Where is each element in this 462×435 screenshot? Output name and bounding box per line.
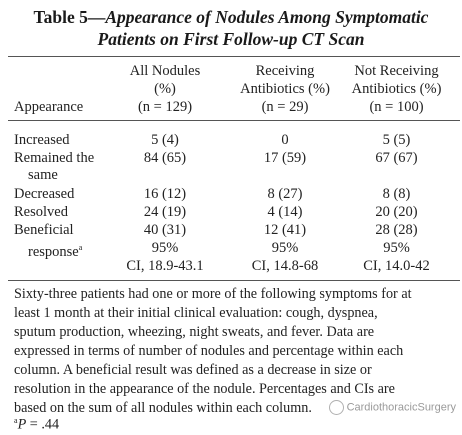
- p-label: P: [17, 416, 27, 433]
- footnote-marker-a: a: [78, 243, 83, 252]
- footnote-line-5: column. A beneficial result was defined as a decrease in size or: [14, 362, 372, 378]
- cell-resolved-all: 24 (19): [143, 204, 187, 220]
- footnote-line-7: based on the sum of all nodules within each column.: [14, 400, 312, 416]
- cell-beneficial-receiving-pct: 95%: [271, 240, 299, 256]
- row-label-remained-cont: same: [28, 167, 58, 183]
- col2-header-l1: Receiving: [255, 63, 315, 79]
- row-label-decreased: Decreased: [14, 186, 75, 202]
- footnote-line-4: expressed in terms of number of nodules and percentage within each: [14, 343, 404, 359]
- row-label-beneficial-response: response: [28, 243, 79, 260]
- row-label-resolved: Resolved: [14, 204, 68, 220]
- col3-header-l1: Not Receiving: [354, 63, 439, 79]
- row-label-remained: Remained the: [14, 150, 95, 166]
- col3-header-l2: Antibiotics (%): [351, 81, 442, 97]
- row-label-beneficial-cont: [28, 239, 82, 261]
- top-rule: [8, 56, 460, 57]
- wechat-icon: [329, 400, 344, 415]
- cell-increased-all: 5 (4): [151, 132, 179, 148]
- col1-header-l3: (n = 129): [137, 99, 193, 115]
- cell-resolved-receiving: 4 (14): [267, 204, 303, 220]
- footnote-line-6: resolution in the appearance of the nodule. Percentages and CIs are: [14, 381, 395, 397]
- title-line-1: Appearance of Nodules Among Symptomatic: [105, 7, 429, 27]
- cell-beneficial-all-pct: 95%: [151, 240, 179, 256]
- header-rule: [8, 120, 460, 121]
- row-header: Appearance: [14, 99, 84, 115]
- cell-beneficial-not-receiving-ci: CI, 14.0-42: [363, 258, 430, 274]
- col2-header-l2: Antibiotics (%): [240, 81, 330, 97]
- footnote-line-3: sputum production, wheezing, night sweats, and fever. Data are: [14, 324, 375, 340]
- col1-header-l2: (%): [154, 81, 176, 97]
- row-label-increased: Increased: [14, 132, 70, 148]
- cell-increased-receiving: 0: [281, 132, 289, 148]
- p-footnote-marker: a: [14, 416, 18, 425]
- cell-beneficial-all: 40 (31): [143, 222, 187, 238]
- cell-remained-receiving: 17 (59): [263, 150, 307, 166]
- footnote-line-1: Sixty-three patients had one or more of the following symptoms for at: [14, 286, 412, 302]
- cell-beneficial-receiving-ci: CI, 14.8-68: [251, 258, 319, 274]
- footnote-line-2: least 1 month at their initial clinical evaluation: cough, dyspnea,: [14, 305, 378, 321]
- watermark-text: CardiothoracicSurgery: [346, 401, 456, 414]
- cell-decreased-receiving: 8 (27): [267, 186, 303, 202]
- col1-header-l1: All Nodules: [129, 63, 201, 79]
- cell-beneficial-all-ci: CI, 18.9-43.1: [126, 258, 204, 274]
- cell-decreased-all: 16 (12): [143, 186, 187, 202]
- watermark: [329, 400, 456, 415]
- cell-beneficial-not-receiving-pct: 95%: [383, 240, 410, 256]
- cell-beneficial-receiving: 12 (41): [263, 222, 307, 238]
- cell-increased-not-receiving: 5 (5): [382, 132, 411, 148]
- title-line-2: Patients on First Follow-up CT Scan: [97, 29, 365, 49]
- cell-decreased-not-receiving: 8 (8): [382, 186, 411, 202]
- p-value: = .44: [26, 416, 60, 433]
- table-title: [0, 6, 462, 50]
- bottom-rule: [8, 280, 460, 281]
- col3-header-l3: (n = 100): [369, 99, 424, 115]
- cell-resolved-not-receiving: 20 (20): [375, 204, 418, 220]
- table-number: Table 5—: [33, 7, 106, 27]
- row-label-beneficial: Beneficial: [14, 222, 74, 238]
- col2-header-l3: (n = 29): [261, 99, 309, 115]
- cell-remained-not-receiving: 67 (67): [375, 150, 418, 166]
- cell-beneficial-not-receiving: 28 (28): [375, 222, 418, 238]
- cell-remained-all: 84 (65): [143, 150, 187, 166]
